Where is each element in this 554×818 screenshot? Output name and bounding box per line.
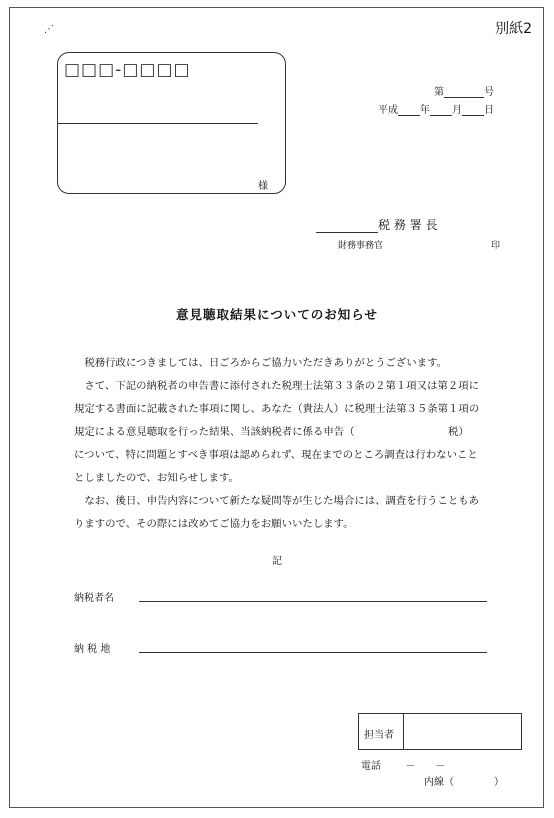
number-prefix: 第: [434, 87, 444, 98]
month-blank: [430, 104, 452, 116]
body-line: さて、下記の納税者の申告書に添付された税理士法第３３条の２第１項又は第２項に: [74, 380, 480, 392]
phone-label: 電話: [361, 761, 381, 772]
address-line: [57, 123, 258, 124]
year-unit: 年: [420, 105, 430, 116]
tax-office-chief: [316, 216, 437, 233]
day-unit: 日: [484, 105, 494, 116]
body-line: 規定による意見聴取を行った結果、当該納税者に係る申告（ 税）: [74, 426, 469, 438]
staff-label: 担当者: [364, 730, 394, 741]
office-name-blank: [316, 219, 378, 233]
honorific: 様: [258, 181, 268, 192]
seal-mark: 印: [491, 241, 501, 251]
body-line: なお、後日、申告内容について新たな疑問等が生じた場合には、調査を行うこともあ: [74, 495, 480, 507]
staff-box: [358, 713, 522, 750]
body-line: 税務行政につきましては、日ごろからご協力いただきありがとうございます。: [74, 357, 448, 369]
month-unit: 月: [452, 105, 462, 116]
officer-title: 財務事務官: [338, 241, 384, 251]
year-blank: [398, 104, 420, 116]
extension-label: 内線（ ）: [424, 777, 504, 788]
era: 平成: [378, 105, 398, 116]
document-title: 意見聴取結果についてのお知らせ: [176, 307, 378, 322]
phone-row: [361, 757, 445, 772]
document-date: [378, 101, 494, 116]
taxpayer-name-line: [139, 601, 487, 602]
annex-label: 別紙2: [495, 21, 532, 37]
chief-title: 税 務 署 長: [378, 218, 438, 232]
document-number: [434, 83, 494, 98]
staff-divider: [403, 714, 404, 749]
body-line: としましたので、お知らせします。: [74, 472, 239, 484]
number-suffix: 号: [484, 87, 494, 98]
number-blank: [444, 86, 484, 98]
taxpayer-name-label: 納税者名: [74, 593, 114, 604]
body-line: りますので、その際には改めてご協力をお願いいたします。: [74, 518, 354, 530]
tax-place-line: [139, 652, 487, 653]
body-line: について、特に問題とすべき事項は認められず、現在までのところ調査は行わないこと: [74, 449, 478, 461]
body-text: [74, 352, 514, 536]
day-blank: [462, 104, 484, 116]
record-heading: 記: [272, 556, 282, 567]
corner-mark: ⋰: [44, 24, 54, 35]
tax-place-label: 納 税 地: [74, 644, 111, 655]
phone-dashes: － －: [405, 761, 446, 772]
postal-code: □□□-□□□□: [64, 60, 191, 80]
body-line: 規定する書面に記載された事項に関し、あなた（貴法人）に税理士法第３５条第１項の: [74, 403, 480, 415]
